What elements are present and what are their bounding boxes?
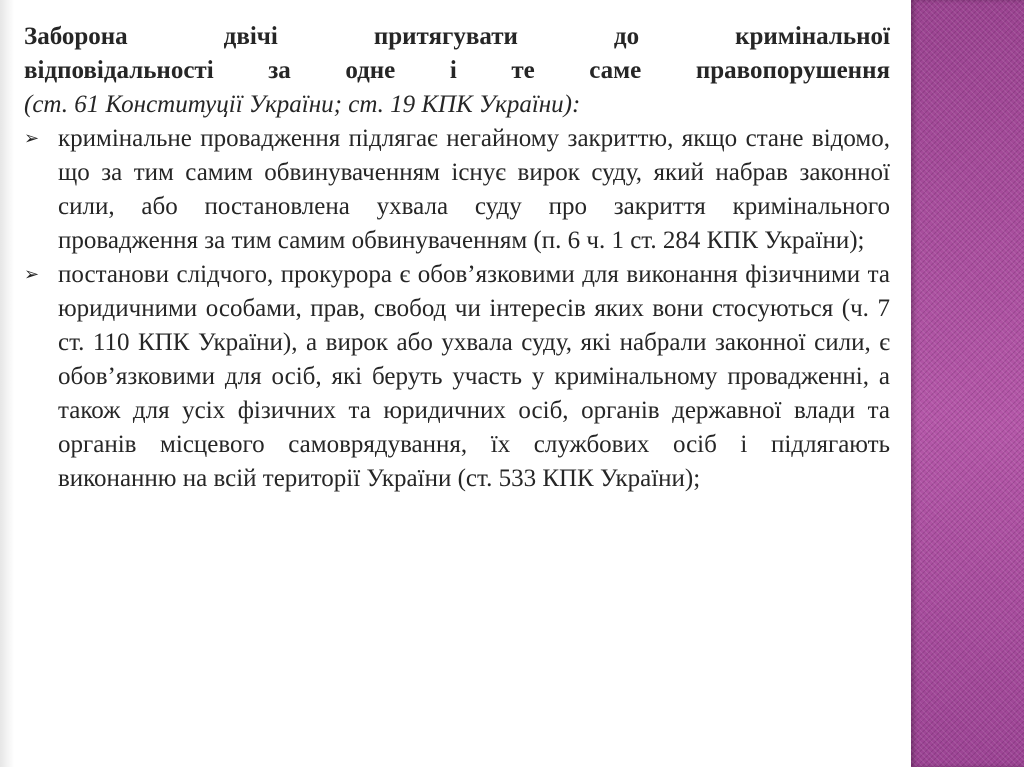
list-item	[24, 122, 890, 258]
list-item-text: постанови слідчого, прокурора є обов’язковими для виконання фізичними та юридичними особами, прав, свобод чи інтересів яких вони стосуються (ч. 7 ст. 110 КПК України), а вирок або ухвала суду, які набрали законної сили, є обов’язковими для осіб, які беруть участь у кримінальному провадженні, а також для усіх фізичних та юридичних осіб, органів державної влади та органів місцевого самоврядування, їх службових осіб і підлягають виконанню на всій території України (ст. 533 КПК України);	[58, 261, 890, 492]
heading-line-1: Заборона двічі притягувати до кримінальної	[24, 23, 890, 50]
bullet-list	[24, 122, 890, 496]
arrow-bullet-icon: ➢	[24, 264, 40, 285]
heading-citation: (ст. 61 Конституції України; ст. 19 КПК України):	[24, 91, 581, 118]
slide-heading	[24, 20, 890, 88]
arrow-bullet-icon: ➢	[24, 128, 40, 149]
list-item-text: кримінальне провадження підлягає негайному закриттю, якщо стане відомо, що за тим самим обвинуваченням існує вирок суду, який набрав законної сили, або постановлена ухвала суду про закриття кримінального провадження за тим самим обвинуваченням (п. 6 ч. 1 ст. 284 КПК України);	[58, 125, 890, 254]
heading-line-2: відповідальності за одне і те саме правопорушення	[24, 57, 890, 84]
slide-content	[24, 20, 890, 496]
list-item	[24, 258, 890, 496]
left-edge-shadow	[0, 0, 14, 767]
decorative-side-panel	[911, 0, 1024, 767]
